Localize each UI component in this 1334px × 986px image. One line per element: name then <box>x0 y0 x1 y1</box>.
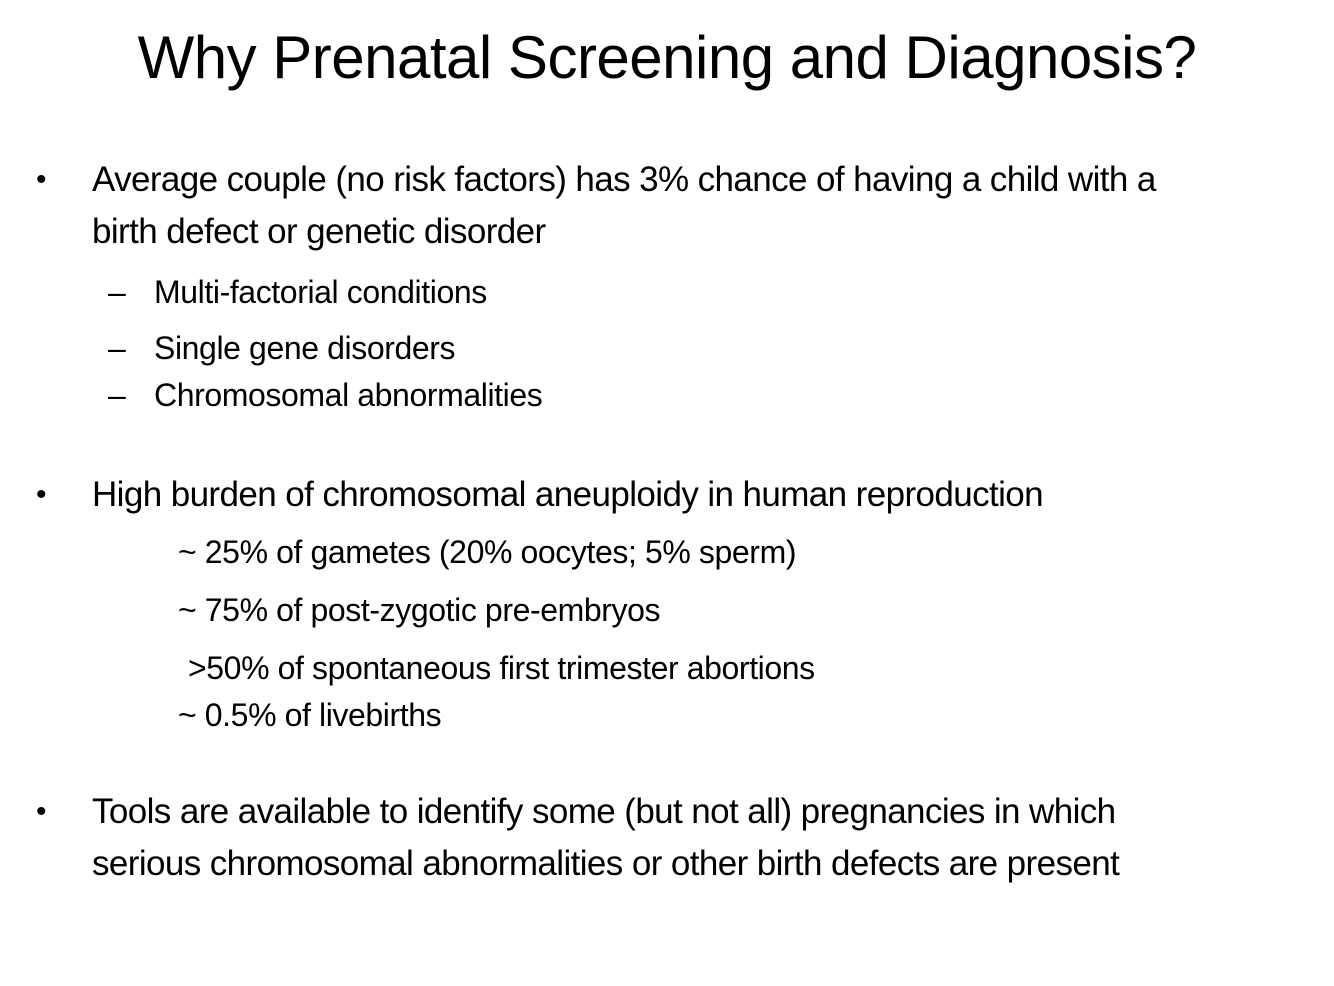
statistic-livebirths: ~ 0.5% of livebirths <box>178 697 442 733</box>
sub-item-multifactorial <box>108 270 487 314</box>
slide-title: Why Prenatal Screening and Diagnosis? <box>137 24 1197 91</box>
dash-marker: – <box>108 274 126 310</box>
sub-item-chromosomal <box>108 373 543 417</box>
bullet-1-line-1: Average couple (no risk factors) has 3% chance of having a child with a <box>92 160 1156 199</box>
bullet-3-line-2: serious chromosomal abnormalities or other birth defects are present <box>92 844 1120 883</box>
bullet-2-line-1: High burden of chromosomal aneuploidy in human reproduction <box>92 475 1044 514</box>
bullet-marker: • <box>36 478 46 511</box>
bullet-item-3 <box>36 786 1332 890</box>
sub-item-label: Chromosomal abnormalities <box>154 377 543 413</box>
statistic-abortions: >50% of spontaneous first trimester abortions <box>188 650 815 686</box>
sub-item-label: Multi-factorial conditions <box>154 274 487 310</box>
bullet-marker: • <box>36 163 46 196</box>
statistic-pre-embryos: ~ 75% of post-zygotic pre-embryos <box>178 592 661 628</box>
bullet-marker: • <box>36 795 46 828</box>
dash-marker: – <box>108 330 126 366</box>
bullet-1-line-2: birth defect or genetic disorder <box>92 212 546 251</box>
bullet-item-2 <box>36 469 1332 521</box>
bullet-item-1 <box>36 154 1332 258</box>
bullet-3-line-1: Tools are available to identify some (but not all) pregnancies in which <box>92 792 1116 831</box>
dash-marker: – <box>108 377 126 413</box>
sub-item-single-gene <box>108 326 456 370</box>
statistic-gametes: ~ 25% of gametes (20% oocytes; 5% sperm) <box>178 534 797 570</box>
sub-item-label: Single gene disorders <box>154 330 456 366</box>
